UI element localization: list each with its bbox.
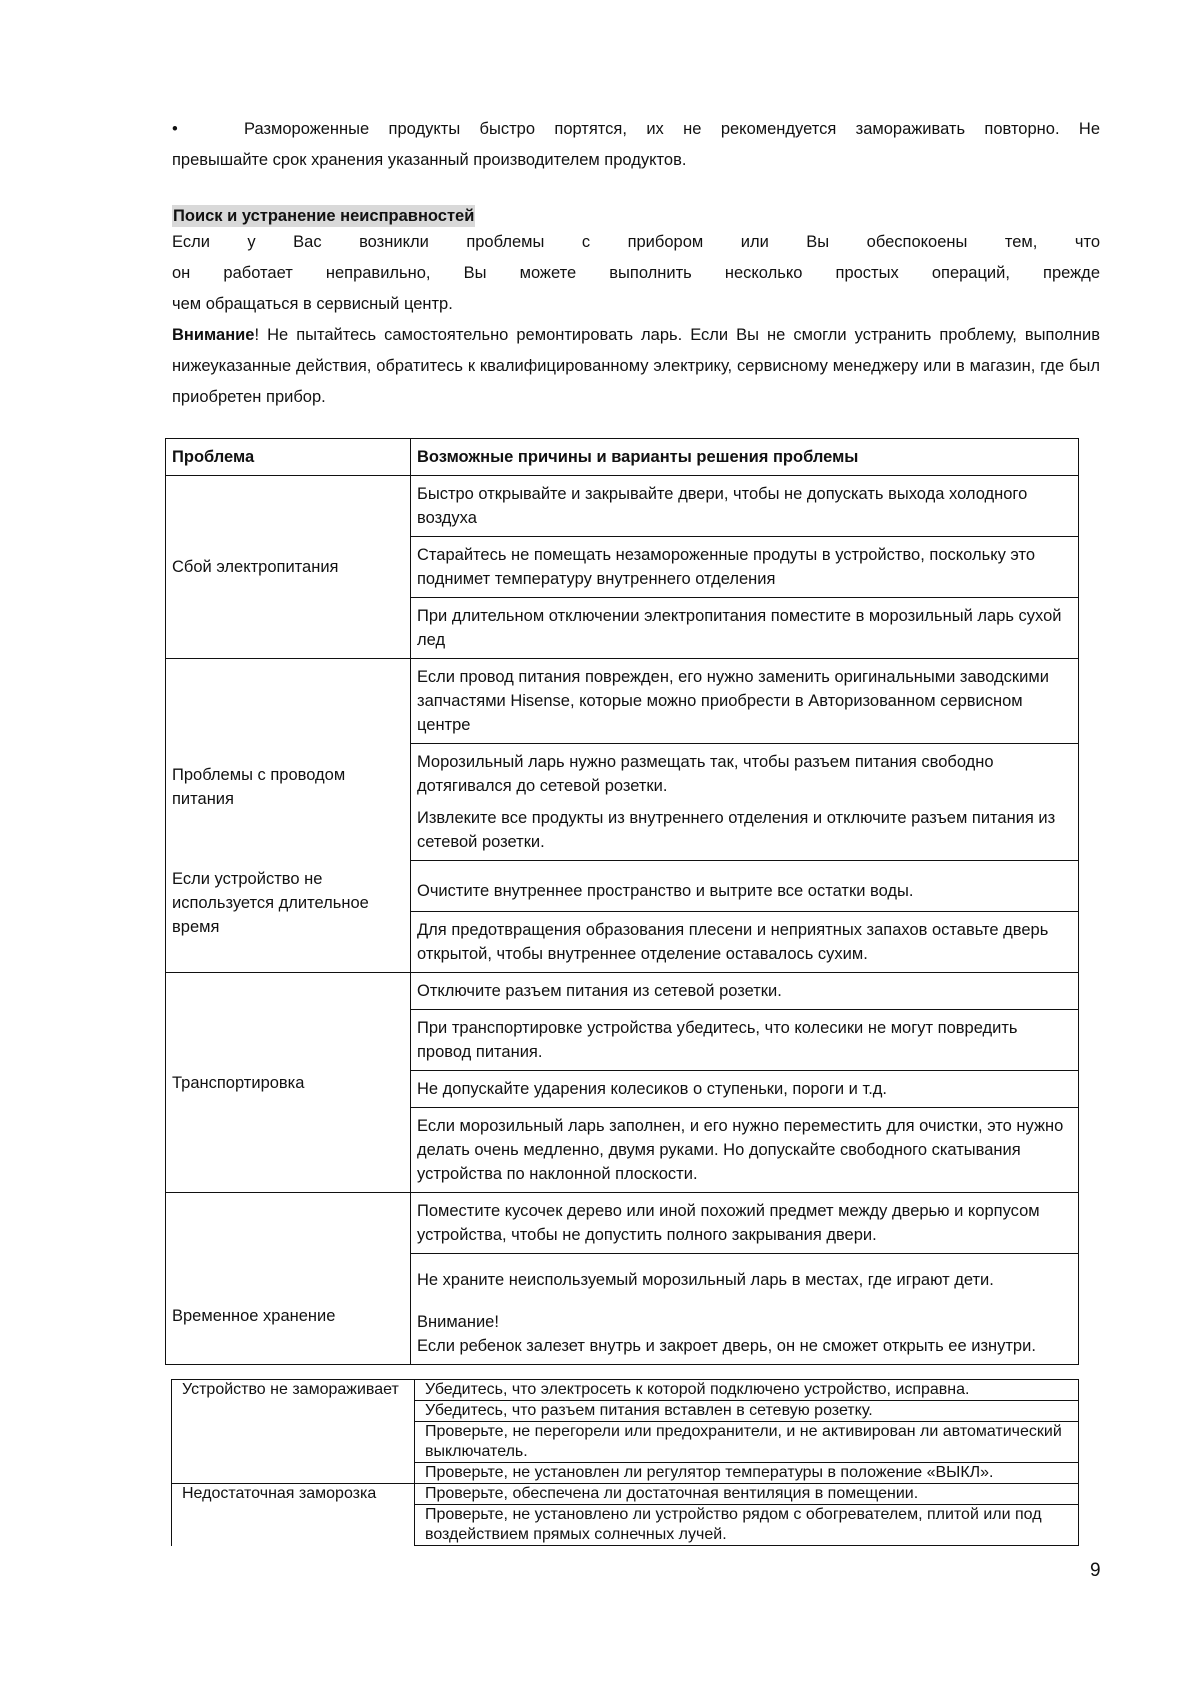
problem-cell-transport: Транспортировка [166, 973, 411, 1193]
intro-line-2: он работает неправильно, Вы можете выполнить несколько простых операций, прежде [172, 264, 1100, 282]
solution-cell: Очистите внутреннее пространство и вытрите все остатки воды. [411, 861, 1079, 912]
solution-cell: Не допускайте ударения колесиков о ступеньки, пороги и т.д. [411, 1071, 1079, 1108]
solution-cell: Проверьте, не перегорели или предохранители, и не активирован ли автоматический выключатель. [415, 1422, 1079, 1463]
page-number: 9 [1090, 1560, 1101, 1581]
problem-cell-cord [166, 659, 411, 973]
solution-cell-storage-warning [411, 1254, 1079, 1365]
storage-warning-text: Если ребенок залезет внутрь и закроет дверь, он не сможет открыть ее изнутри. [417, 1337, 1036, 1355]
problem-cord-text: Проблемы с проводом питания [172, 765, 346, 808]
solution-cell: Старайтесь не помещать незамороженные продуты в устройство, поскольку это поднимет температуру внутреннего отделения [411, 537, 1079, 598]
solution-cell: Проверьте, обеспечена ли достаточная вентиляция в помещении. [415, 1484, 1079, 1505]
solution-cell: Убедитесь, что электросеть к которой подключено устройство, исправна. [415, 1380, 1079, 1401]
solution-cell: Поместите кусочек дерево или иной похожий предмет между дверью и корпусом устройства, чтобы не допустить полного закрывания двери. [411, 1193, 1079, 1254]
solution-cell: Быстро открывайте и закрывайте двери, чтобы не допускать выхода холодного воздуха [411, 476, 1079, 537]
warning-text: ! Не пытайтесь самостоятельно ремонтировать ларь. Если Вы не смогли устранить проблему, выполнив нижеуказанные действия, обратитесь к квалифицированному электрику, сервисному менеджеру или в магазин, где был приобретен прибор. [172, 326, 1100, 406]
intro-line-3: чем обращаться в сервисный центр. [172, 295, 453, 313]
problem-unused-text: Если устройство не используется длительное время [172, 869, 369, 936]
table-row [166, 476, 1079, 537]
solution-cell: Отключите разъем питания из сетевой розетки. [411, 973, 1079, 1010]
table-row [172, 1380, 1079, 1401]
table-header-row [166, 439, 1079, 476]
warning-paragraph [172, 320, 1100, 413]
section-title: Поиск и устранение неисправностей [173, 207, 475, 225]
solution-cell: При транспортировке устройства убедитесь, что колесики не могут повредить провод питания. [411, 1010, 1079, 1071]
solution-cell: Убедитесь, что разъем питания вставлен в сетевую розетку. [415, 1401, 1079, 1422]
table-row [172, 1484, 1079, 1505]
solution-cell: Извлеките все продукты из внутреннего отделения и отключите разъем питания из сетевой розетки. [411, 804, 1079, 861]
intro-line-1: Если у Вас возникли проблемы с прибором или Вы обеспокоены тем, что [172, 233, 1100, 251]
solution-cell: При длительном отключении электропитания поместите в морозильный ларь сухой лед [411, 598, 1079, 659]
table-row [166, 1193, 1079, 1254]
solution-cell: Проверьте, не установлен ли регулятор температуры в положение «ВЫКЛ». [415, 1463, 1079, 1484]
problem-cell-weakfreeze: Недостаточная заморозка [172, 1484, 415, 1546]
bullet-dot: • [172, 120, 178, 138]
troubleshooting-table [165, 438, 1079, 1365]
bullet-text-line1: Размороженные продукты быстро портятся, их не рекомендуется замораживать повторно. Не [244, 120, 1100, 138]
storage-solution-text: Не храните неиспользуемый морозильный ларь в местах, где играют дети. [417, 1271, 994, 1289]
table-row [166, 659, 1079, 744]
solution-cell: Если провод питания поврежден, его нужно заменить оригинальными заводскими запчастями Hisense, которые можно приобрести в Авторизованном сервисном центре [411, 659, 1079, 744]
solution-cell: Для предотвращения образования плесени и неприятных запахов оставьте дверь открытой, чтобы внутреннее отделение оставалось сухим. [411, 912, 1079, 973]
problem-cell-power: Сбой электропитания [166, 476, 411, 659]
problem-cell-storage: Временное хранение [166, 1193, 411, 1365]
solution-cell: Если морозильный ларь заполнен, и его нужно переместить для очистки, это нужно делать очень медленно, двумя руками. Но допускайте свободного скатывания устройства по наклонной плоскости. [411, 1108, 1079, 1193]
solution-cell: Проверьте, не установлено ли устройство рядом с обогревателем, плитой или под воздействием прямых солнечных лучей. [415, 1505, 1079, 1546]
warning-label: Внимание [172, 326, 255, 344]
problem-cell-nofreeze: Устройство не замораживает [172, 1380, 415, 1484]
header-solution: Возможные причины и варианты решения проблемы [411, 439, 1079, 476]
header-problem: Проблема [166, 439, 411, 476]
table-row [166, 973, 1079, 1010]
bullet-text-line2: превышайте срок хранения указанный производителем продуктов. [172, 151, 687, 169]
solution-cell: Морозильный ларь нужно размещать так, чтобы разъем питания свободно дотягивался до сетевой розетки. [411, 744, 1079, 805]
storage-warning-label: Внимание! [417, 1313, 499, 1331]
troubleshooting-subtable [171, 1379, 1079, 1546]
